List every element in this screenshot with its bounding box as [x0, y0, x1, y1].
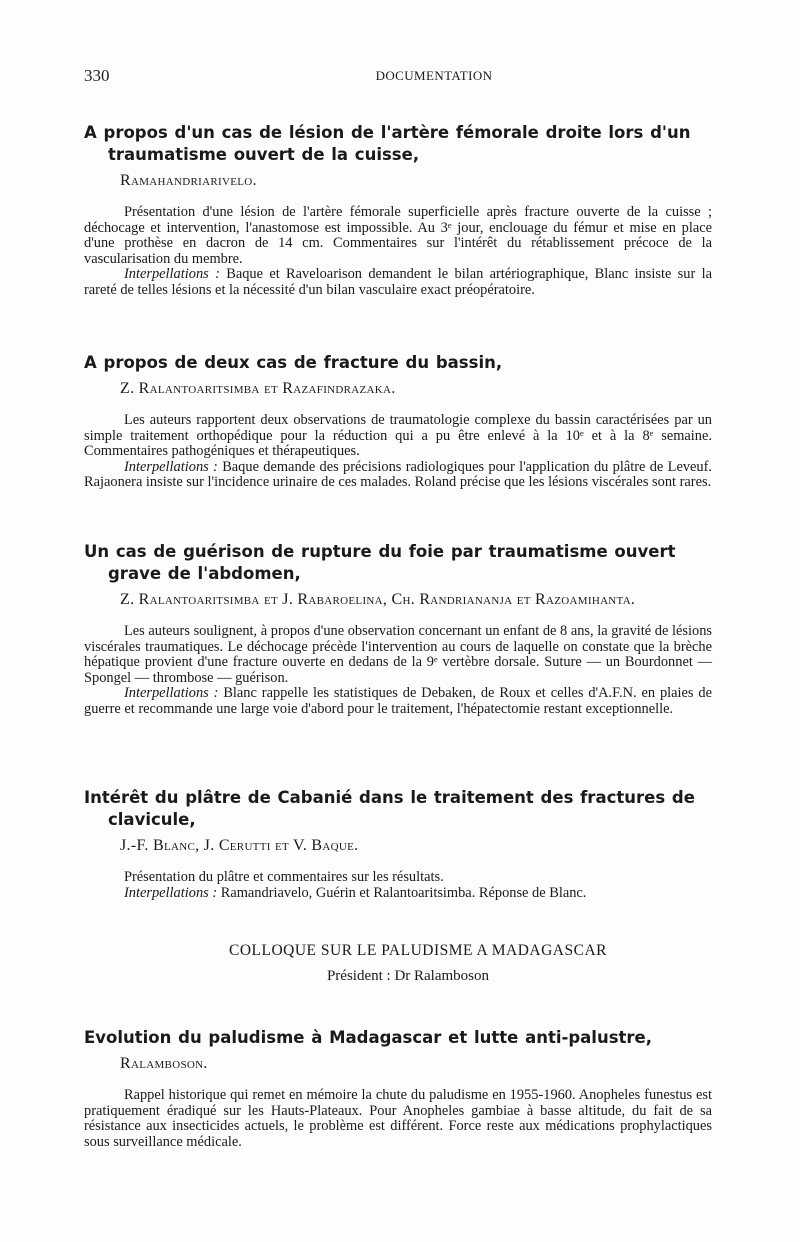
colloque-section	[84, 942, 712, 985]
article-clavicle-cast	[84, 787, 712, 901]
article-authors: Ramahandriarivelo.	[120, 172, 257, 189]
article-body	[84, 624, 712, 717]
article-authors: Z. Ralantoaritsimba et J. Rabaroelina, Ch. Randriananja et Razoamihanta.	[120, 591, 636, 608]
page-header	[84, 66, 784, 88]
interpellations-text: Baque et Raveloarison demandent le bilan artériographique, Blanc insiste sur la rareté de telles lésions et la nécessité d'un bilan vasculaire exact préopératoire.	[84, 266, 712, 298]
article-body	[84, 413, 712, 491]
interpellations	[84, 686, 712, 717]
article-paragraph: Rappel historique qui remet en mémoire la chute du paludisme en 1955-1960. Anopheles funestus est pratiquement éradiqué sur les Hauts-Plateaux. Pour Anopheles gambiae à basse altitude, du fait de sa résistance aux insecticides actuels, le problème est différent. Force reste aux médications prophylactiques sous surveillance médicale.	[84, 1087, 712, 1150]
article-authors: J.-F. Blanc, J. Cerutti et V. Baque.	[120, 837, 359, 854]
article-title: A propos d'un cas de lésion de l'artère fémorale droite lors d'un traumatisme ouvert de la cuisse,	[84, 123, 691, 164]
article-paragraph: Présentation d'une lésion de l'artère fémorale superficielle après fracture ouverte de la cuisse ; déchocage et intervention, l'anastomose est impossible. Au 3ᵉ jour, enclouage du fémur et mise en place d'une prothèse en dacron de 14 cm. Commentaires sur l'intérêt du rétablissement précoce de la vascularisation du membre.	[84, 204, 712, 267]
article-title: Intérêt du plâtre de Cabanié dans le traitement des fractures de clavicule,	[84, 788, 695, 829]
interpellations	[84, 460, 712, 491]
article-title: Un cas de guérison de rupture du foie par traumatisme ouvert grave de l'abdomen,	[84, 542, 676, 583]
interpellations-text: Blanc rappelle les statistiques de Debaken, de Roux et celles d'A.F.N. en plaies de guerre et recommande une large voie d'abord pour le traitement, l'hépatectomie restant exceptionnelle.	[84, 685, 712, 717]
interpellations-label: Interpellations :	[124, 458, 218, 475]
article-femoral-artery	[84, 122, 712, 298]
page-number: 330	[84, 66, 110, 85]
article-liver-rupture	[84, 541, 712, 717]
interpellations	[84, 267, 712, 298]
article-body	[84, 205, 712, 298]
article-paragraph: Les auteurs rapportent deux observations de traumatologie complexe du bassin caractérisées par un simple traitement orthopédique pour la réduction qui a pu être enlevé à la 10ᵉ et à la 8ᵉ semaine. Commentaires pathogéniques et thérapeutiques.	[84, 412, 712, 459]
article-malaria-evolution	[84, 1027, 712, 1150]
article-title: A propos de deux cas de fracture du bassin,	[84, 353, 503, 372]
interpellations-label: Interpellations :	[124, 685, 219, 701]
article-paragraph: Les auteurs soulignent, à propos d'une observation concernant un enfant de 8 ans, la gravité de lésions viscérales traumatiques. Le déchocage précède l'intervention au cours de laquelle on constate que la brèche hépatique provient d'une fracture ouverte en dedans de la 9ᵉ vertèbre dorsale. Suture — un Bourdonnet — Spongel — thrombose — guérison.	[84, 623, 712, 686]
article-body	[84, 1088, 712, 1150]
running-head: DOCUMENTATION	[375, 68, 493, 83]
article-authors: Ralamboson.	[120, 1055, 208, 1072]
article-title: Evolution du paludisme à Madagascar et lutte anti-palustre,	[84, 1028, 652, 1047]
colloque-title: COLLOQUE SUR LE PALUDISME A MADAGASCAR	[229, 942, 607, 959]
interpellations-text: Baque demande des précisions radiologiques pour l'application du plâtre de Leveuf. Rajaonera insiste sur l'incidence urinaire de ces malades. Roland précise que les lésions viscérales sont rares.	[84, 458, 712, 490]
article-authors: Z. Ralantoaritsimba et Razafindrazaka.	[120, 380, 396, 397]
interpellations	[84, 886, 712, 902]
interpellations-label: Interpellations :	[124, 266, 220, 282]
article-pelvis-fracture	[84, 352, 712, 491]
article-paragraph: Présentation du plâtre et commentaires sur les résultats.	[124, 869, 444, 885]
interpellations-label: Interpellations :	[124, 884, 218, 901]
colloque-president: Président : Dr Ralamboson	[326, 968, 490, 984]
article-body	[84, 870, 712, 901]
interpellations-text: Ramandriavelo, Guérin et Ralantoaritsimba. Réponse de Blanc.	[220, 884, 587, 901]
